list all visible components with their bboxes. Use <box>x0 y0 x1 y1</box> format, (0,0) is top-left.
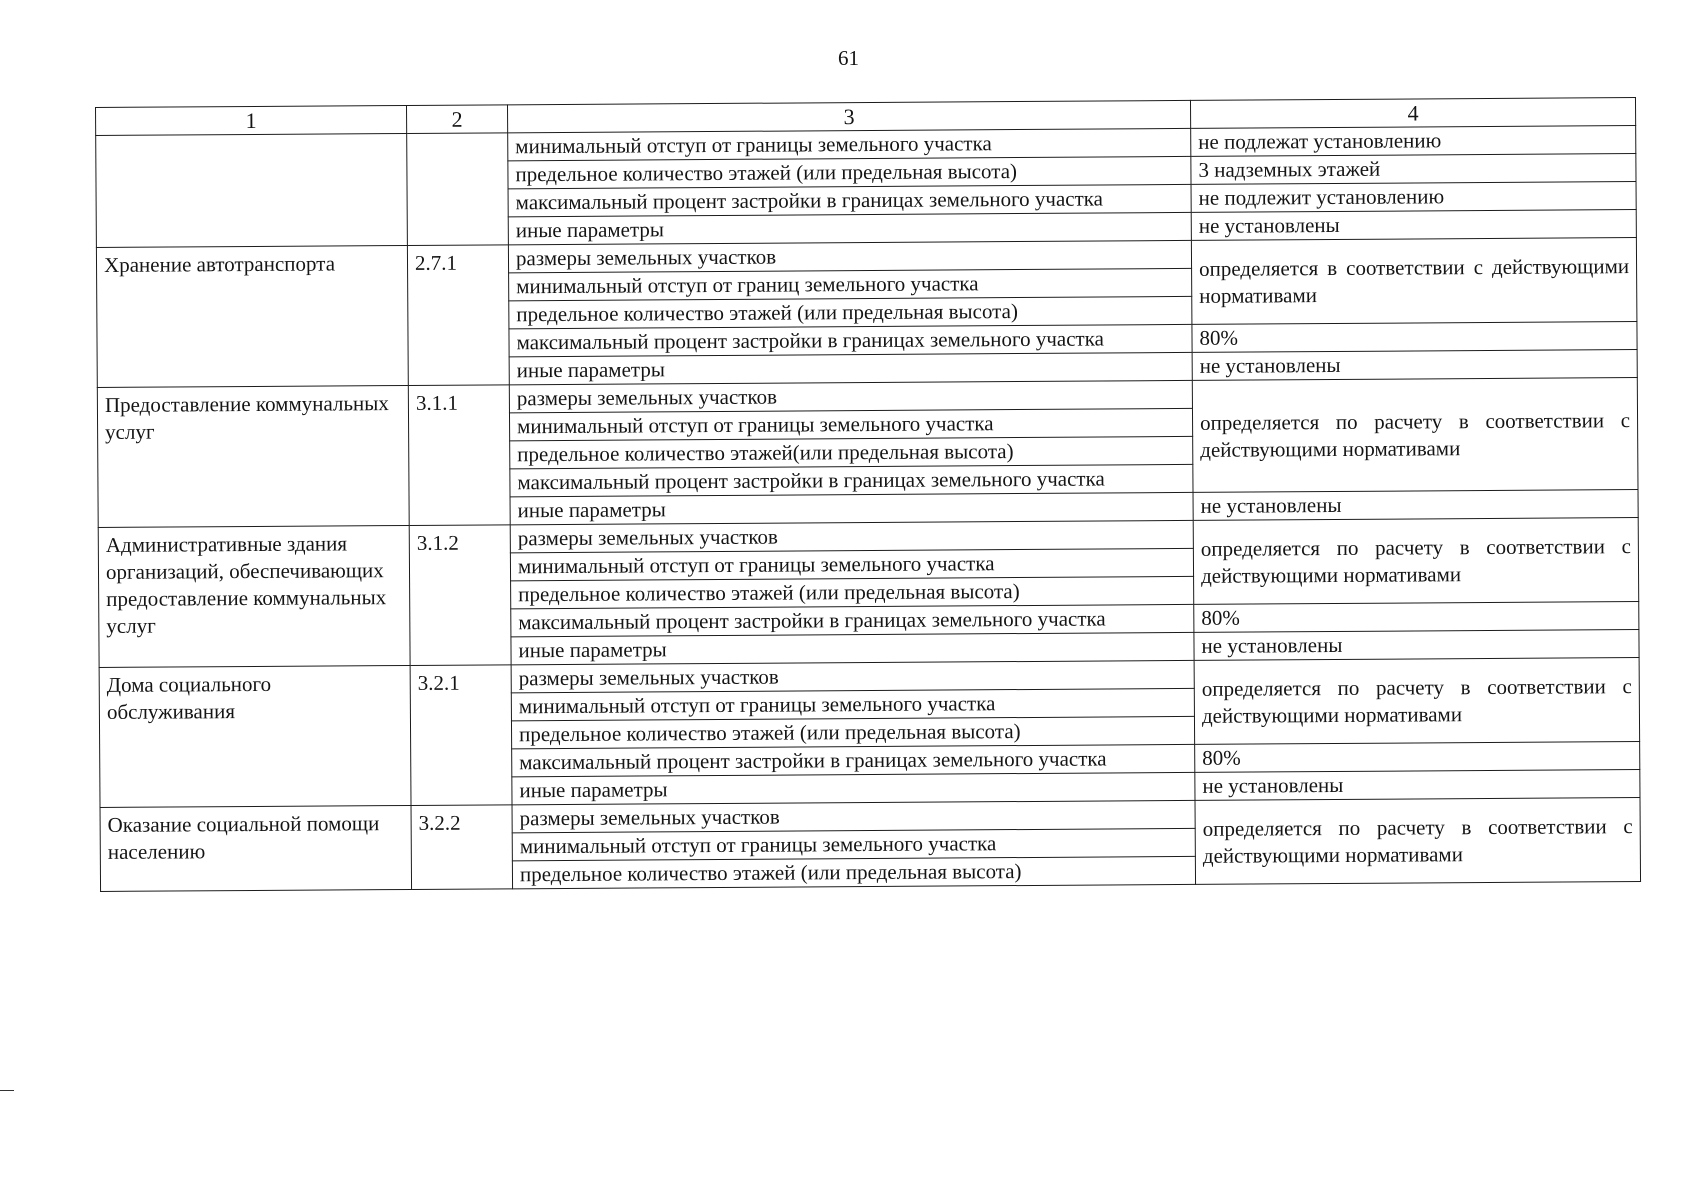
parameter-name: минимальный отступ от границы земельного участка <box>509 408 1192 440</box>
parameter-value: определяется по расчету в соответствии с действующими нормативами <box>1193 518 1639 605</box>
parameter-value: не установлены <box>1192 350 1637 381</box>
use-type-name: Административные здания организаций, обеспечивающих предоставление коммунальных услуг <box>98 525 410 667</box>
parameter-value: определяется по расчету в соответствии с действующими нормативами <box>1195 798 1641 885</box>
parameter-value: определяется по расчету в соответствии с действующими нормативами <box>1192 378 1638 493</box>
parameter-name: минимальный отступ от границы земельного участка <box>512 828 1195 860</box>
parameter-name: размеры земельных участков <box>512 800 1195 832</box>
use-type-code: 3.2.1 <box>410 665 512 806</box>
parameter-name: предельное количество этажей (или предельная высота) <box>511 576 1194 608</box>
parameter-name: минимальный отступ от границы земельного участка <box>511 688 1194 720</box>
parameter-name: иные параметры <box>508 212 1191 244</box>
use-type-code: 2.7.1 <box>407 245 509 386</box>
parameter-name: предельное количество этажей(или предельная высота) <box>510 436 1193 468</box>
page-number: 61 <box>838 46 859 70</box>
parameter-name: максимальный процент застройки в границах земельного участка <box>508 184 1191 216</box>
use-type-name: Предоставление коммунальных услуг <box>97 385 409 527</box>
parameter-value: не установлены <box>1194 630 1639 661</box>
column-header-3: 3 <box>507 100 1190 132</box>
parameter-name: предельное количество этажей (или предельная высота) <box>509 296 1192 328</box>
parameter-name: иные параметры <box>512 772 1195 804</box>
parameter-value: не установлены <box>1195 770 1640 801</box>
use-type-code <box>407 133 509 246</box>
parameter-name: предельное количество этажей (или предельная высота) <box>508 156 1191 188</box>
parameter-name: предельное количество этажей (или предельная высота) <box>511 716 1194 748</box>
parameter-name: иные параметры <box>510 492 1193 524</box>
parameter-value: определяется по расчету в соответствии с действующими нормативами <box>1194 658 1640 745</box>
parameter-value: 80% <box>1194 602 1639 633</box>
column-header-2: 2 <box>406 105 507 134</box>
parameter-value: 80% <box>1195 742 1640 773</box>
parameter-name: иные параметры <box>509 352 1192 384</box>
parameter-name: минимальный отступ от границы земельного участка <box>508 128 1191 160</box>
parameter-value: определяется в соответствии с действующими нормативами <box>1191 238 1637 325</box>
parameter-value: не установлены <box>1193 490 1638 521</box>
parameter-name: минимальный отступ от границы земельного участка <box>510 548 1193 580</box>
parameter-name: максимальный процент застройки в границах земельного участка <box>509 324 1192 356</box>
parameter-value: 3 надземных этажей <box>1191 154 1636 185</box>
column-header-4: 4 <box>1190 98 1635 129</box>
use-type-code: 3.1.1 <box>408 385 510 526</box>
parameter-value: не подлежат установлению <box>1191 126 1636 157</box>
parameter-value: не подлежит установлению <box>1191 182 1636 213</box>
parameter-name: размеры земельных участков <box>510 520 1193 552</box>
parameter-name: минимальный отступ от границ земельного участка <box>509 268 1192 300</box>
parameter-name: размеры земельных участков <box>509 380 1192 412</box>
column-header-1: 1 <box>96 105 407 135</box>
use-type-code: 3.1.2 <box>409 525 511 666</box>
parameter-name: максимальный процент застройки в границах земельного участка <box>512 744 1195 776</box>
use-type-name: Хранение автотранспорта <box>96 245 408 387</box>
parameter-name: размеры земельных участков <box>508 240 1191 272</box>
use-type-name: Дома социального обслуживания <box>99 665 411 807</box>
parameter-name: предельное количество этажей (или предельная высота) <box>512 856 1195 888</box>
use-type-code: 3.2.2 <box>411 805 513 890</box>
use-type-name <box>96 133 408 247</box>
margin-mark <box>0 1090 14 1091</box>
parameter-name: размеры земельных участков <box>511 660 1194 692</box>
parameter-name: максимальный процент застройки в границах земельного участка <box>510 464 1193 496</box>
parameter-value: не установлены <box>1191 210 1636 241</box>
use-type-name: Оказание социальной помощи населению <box>100 805 412 891</box>
parameter-name: иные параметры <box>511 632 1194 664</box>
parameter-name: максимальный процент застройки в границах земельного участка <box>511 604 1194 636</box>
parameter-value: 80% <box>1192 322 1637 353</box>
land-use-parameters-table <box>95 97 1641 892</box>
